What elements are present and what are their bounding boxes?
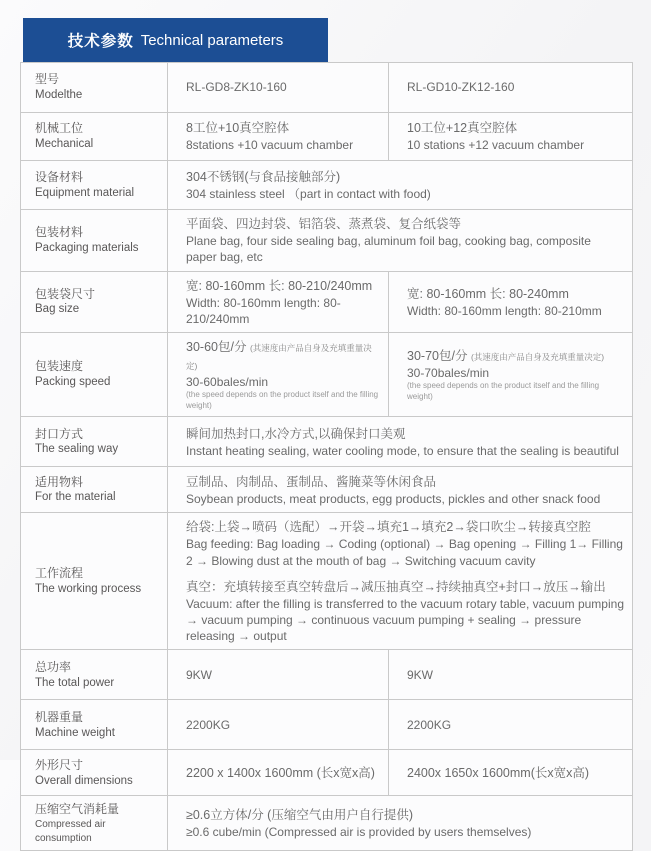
speed-note-en: (the speed depends on the product itself and the filling weight) [407,381,600,401]
param-label: 压缩空气消耗量 Compressed air consumption [21,796,168,851]
param-value-col1: 2200KG [168,700,389,750]
param-value-col2: 30-70包/分 (其速度由产品自身及充填重量决定) 30-70bales/min (the speed depends on the product itself and the filling weight) [389,333,633,417]
table-row-machine-weight [21,700,633,750]
table-row-sealing-way [21,417,633,467]
param-label: 包装速度 Packing speed [21,333,168,417]
param-label: 外形尺寸 Overall dimensions [21,750,168,796]
param-label: 机器重量 Machine weight [21,700,168,750]
param-value-col2: 2200KG [389,700,633,750]
param-label: 适用物料 For the material [21,467,168,513]
param-label: 包装材料 Packaging materials [21,210,168,272]
table-row-for-material [21,467,633,513]
param-value-col2: RL-GD10-ZK12-160 [389,63,633,113]
param-label: 工作流程 The working process [21,513,168,650]
param-value-col2: 2400x 1650x 1600mm(长x宽x高) [389,750,633,796]
param-value: 瞬间加热封口,水冷方式,以确保封口美观 Instant heating sealing, water cooling mode, to ensure that the sealing is beautiful [168,417,633,467]
param-value-col1: 9KW [168,650,389,700]
param-value-col1: 30-60包/分 (其速度由产品自身及充填重量决定) 30-60bales/min (the speed depends on the product itself and the filling weight) [168,333,389,417]
section-title-en: Technical parameters [140,31,284,49]
param-value-col2: 宽: 80-160mm 长: 80-240mm Width: 80-160mm length: 80-210mm [389,272,633,334]
param-label: 设备材料 Equipment material [21,161,168,210]
table-row-packing-speed [21,333,633,417]
param-value: 给袋:上袋→喷码（选配）→开袋→填充1→填充2→袋口吹尘→转接真空腔 Bag feeding: Bag loading → Coding (optional) → Bag opening → Filling 1→ Filling 2 → Blowing dust at the mouth of bag → Switching vacuum cavity 真空：充填转接至真空转盘后→减压抽真空→持续抽真空+封口→放压→输出 Vacuum: after the filling is transferred to the vacuum rotary table, vacuum pumping → vacuum pumping → continuous vacuum pumping + sealing → pressure releasing → output [168,513,633,650]
param-label: 型号 Modelthe [21,63,168,113]
param-label: 包装袋尺寸 Bag size [21,272,168,334]
table-row-mechanical [21,113,633,161]
param-value-col2: 9KW [389,650,633,700]
speed-note-zh: (其速度由产品自身及充填重量决定) [470,352,605,363]
table-row-total-power [21,650,633,700]
param-label: 机械工位 Mechanical [21,113,168,161]
param-label: 封口方式 The sealing way [21,417,168,467]
table-row-overall-dimensions [21,750,633,796]
speed-note-en: (the speed depends on the product itself and the filling weight) [186,390,379,410]
speed-note-zh: (其速度由产品自身及充填重量决定) [186,343,372,372]
param-value: 豆制品、肉制品、蛋制品、酱腌菜等休闲食品 Soybean products, meat products, egg products, pickles and other snack food [168,467,633,513]
param-value: ≥0.6立方体/分 (压缩空气由用户自行提供) ≥0.6 cube/min (Compressed air is provided by users themselves) [168,796,633,851]
param-value-col1: RL-GD8-ZK10-160 [168,63,389,113]
section-title-banner [23,18,328,62]
table-row-equipment-material [21,161,633,210]
paragraph-gap [186,569,624,578]
table-row-bag-size [21,272,633,334]
param-value-col2: 10工位+12真空腔体 10 stations +12 vacuum chamber [389,113,633,161]
param-label: 总功率 The total power [21,650,168,700]
table-row-working-process [21,513,633,650]
section-title-zh: 技术参数 [67,33,134,50]
param-value-col1: 2200 x 1400x 1600mm (长x宽x高) [168,750,389,796]
table-row-model [21,63,633,113]
table-row-packaging-materials [21,210,633,272]
table-row-compressed-air [21,796,633,851]
technical-parameters-table [20,62,633,851]
param-value-col1: 8工位+10真空腔体 8stations +10 vacuum chamber [168,113,389,161]
param-value: 304不锈钢(与食品接触部分) 304 stainless steel （part in contact with food) [168,161,633,210]
param-value: 平面袋、四边封袋、铝箔袋、蒸煮袋、复合纸袋等 Plane bag, four side sealing bag, aluminum foil bag, cooking bag, composite paper bag, etc [168,210,633,272]
param-value-col1: 宽: 80-160mm 长: 80-210/240mm Width: 80-160mm length: 80-210/240mm [168,272,389,334]
